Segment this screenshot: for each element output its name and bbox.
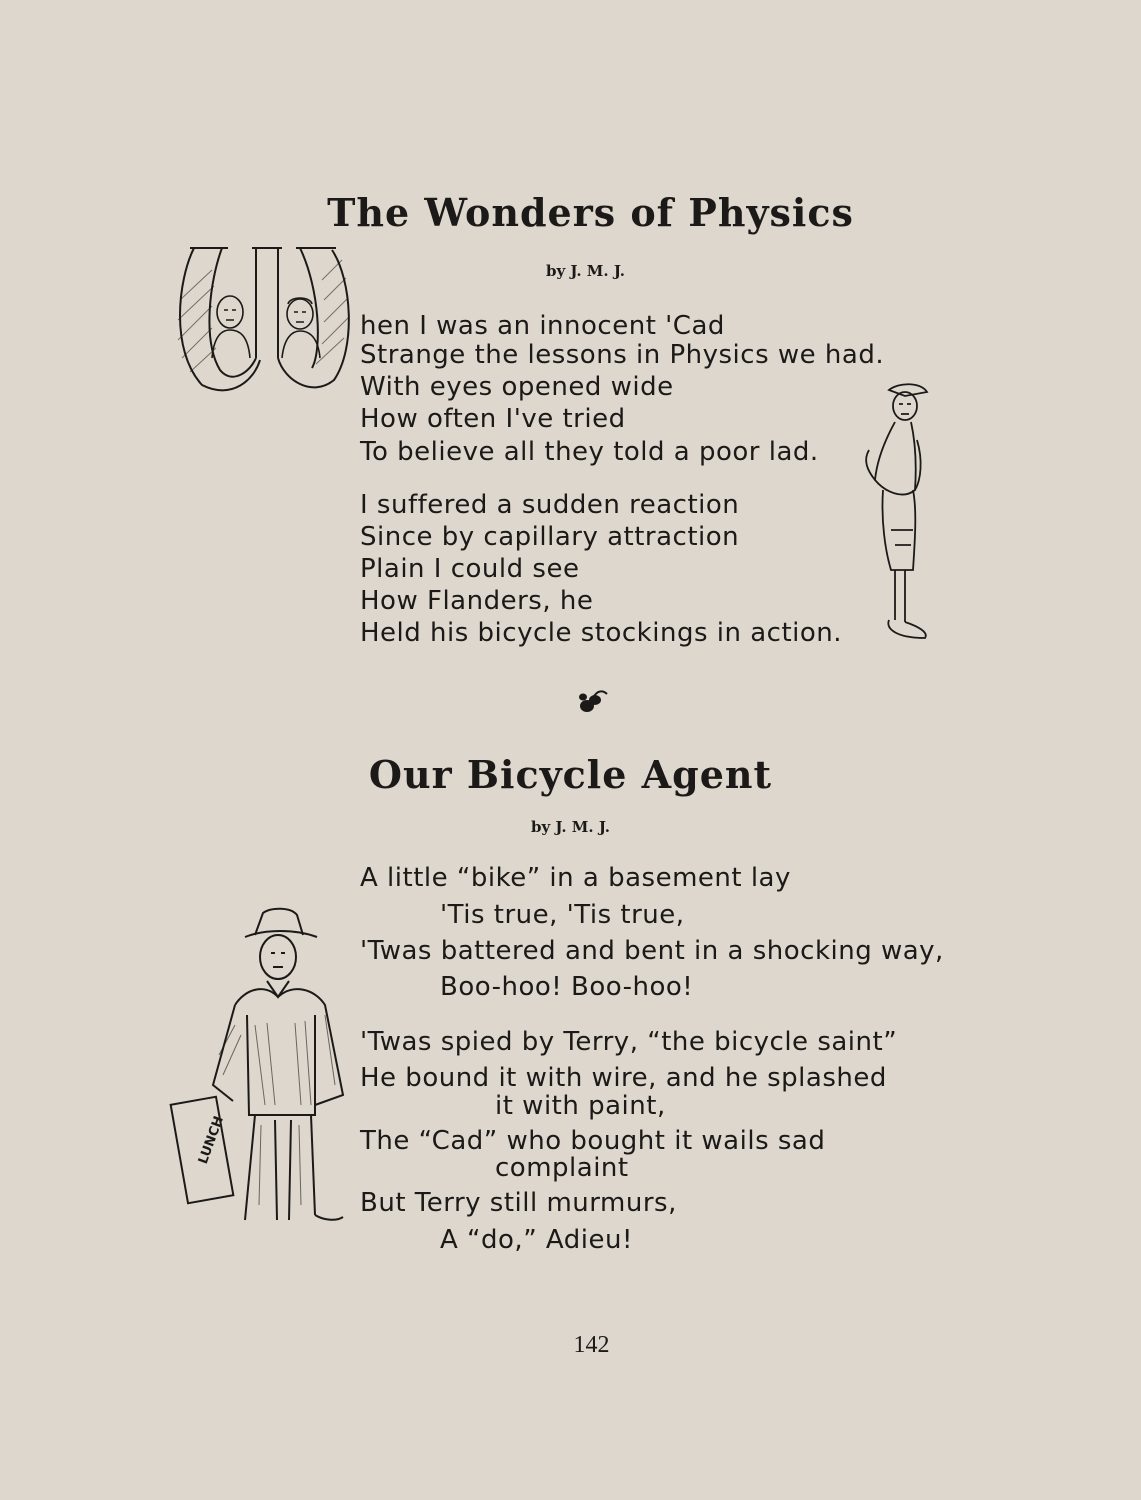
poem-line: Since by capillary attraction — [360, 522, 740, 552]
lunch-sign-text: LUNCH — [195, 1114, 227, 1167]
cartoon-man-in-cap-illustration — [855, 380, 935, 650]
poem-line: it with paint, — [495, 1091, 666, 1121]
poem-line: I suffered a sudden reaction — [360, 490, 740, 520]
poem-title: The Wonders of Physics — [327, 190, 854, 235]
poem-line: 'Twas spied by Terry, “the bicycle saint” — [360, 1027, 898, 1057]
poem-line: A “do,” Adieu! — [440, 1225, 633, 1255]
poem-line: How often I've tried — [360, 404, 626, 434]
poem-line: hen I was an innocent 'Cad — [360, 311, 725, 341]
poem-line: 'Tis true, 'Tis true, — [440, 900, 685, 930]
cartoon-bicycle-agent-illustration — [175, 905, 360, 1225]
poem-title: Our Bicycle Agent — [368, 752, 773, 797]
floral-ornament-divider — [575, 688, 609, 718]
poem-line: Held his bicycle stockings in action. — [360, 618, 843, 648]
poem-line: To believe all they told a poor lad. — [360, 437, 819, 467]
poem-line: complaint — [495, 1153, 629, 1183]
poem-line: Strange the lessons in Physics we had. — [360, 340, 885, 370]
poem-line: A little “bike” in a basement lay — [360, 863, 791, 893]
poem-line: He bound it with wire, and he splashed — [360, 1063, 887, 1093]
poem-byline: by J. M. J. — [545, 262, 625, 280]
poem-line: How Flanders, he — [360, 586, 594, 616]
poem-line: 'Twas battered and bent in a shocking way, — [360, 936, 944, 966]
poem-byline: by J. M. J. — [530, 818, 610, 836]
page-number: 142 — [573, 1332, 610, 1358]
poem-line: Plain I could see — [360, 554, 580, 584]
poem-line: The “Cad” who bought it wails sad — [360, 1126, 826, 1156]
poem-line: Boo-hoo! Boo-hoo! — [440, 972, 694, 1002]
poem-line: But Terry still murmurs, — [360, 1188, 677, 1218]
poem-line: With eyes opened wide — [360, 372, 674, 402]
decorated-drop-cap-w-illustration — [172, 240, 352, 400]
